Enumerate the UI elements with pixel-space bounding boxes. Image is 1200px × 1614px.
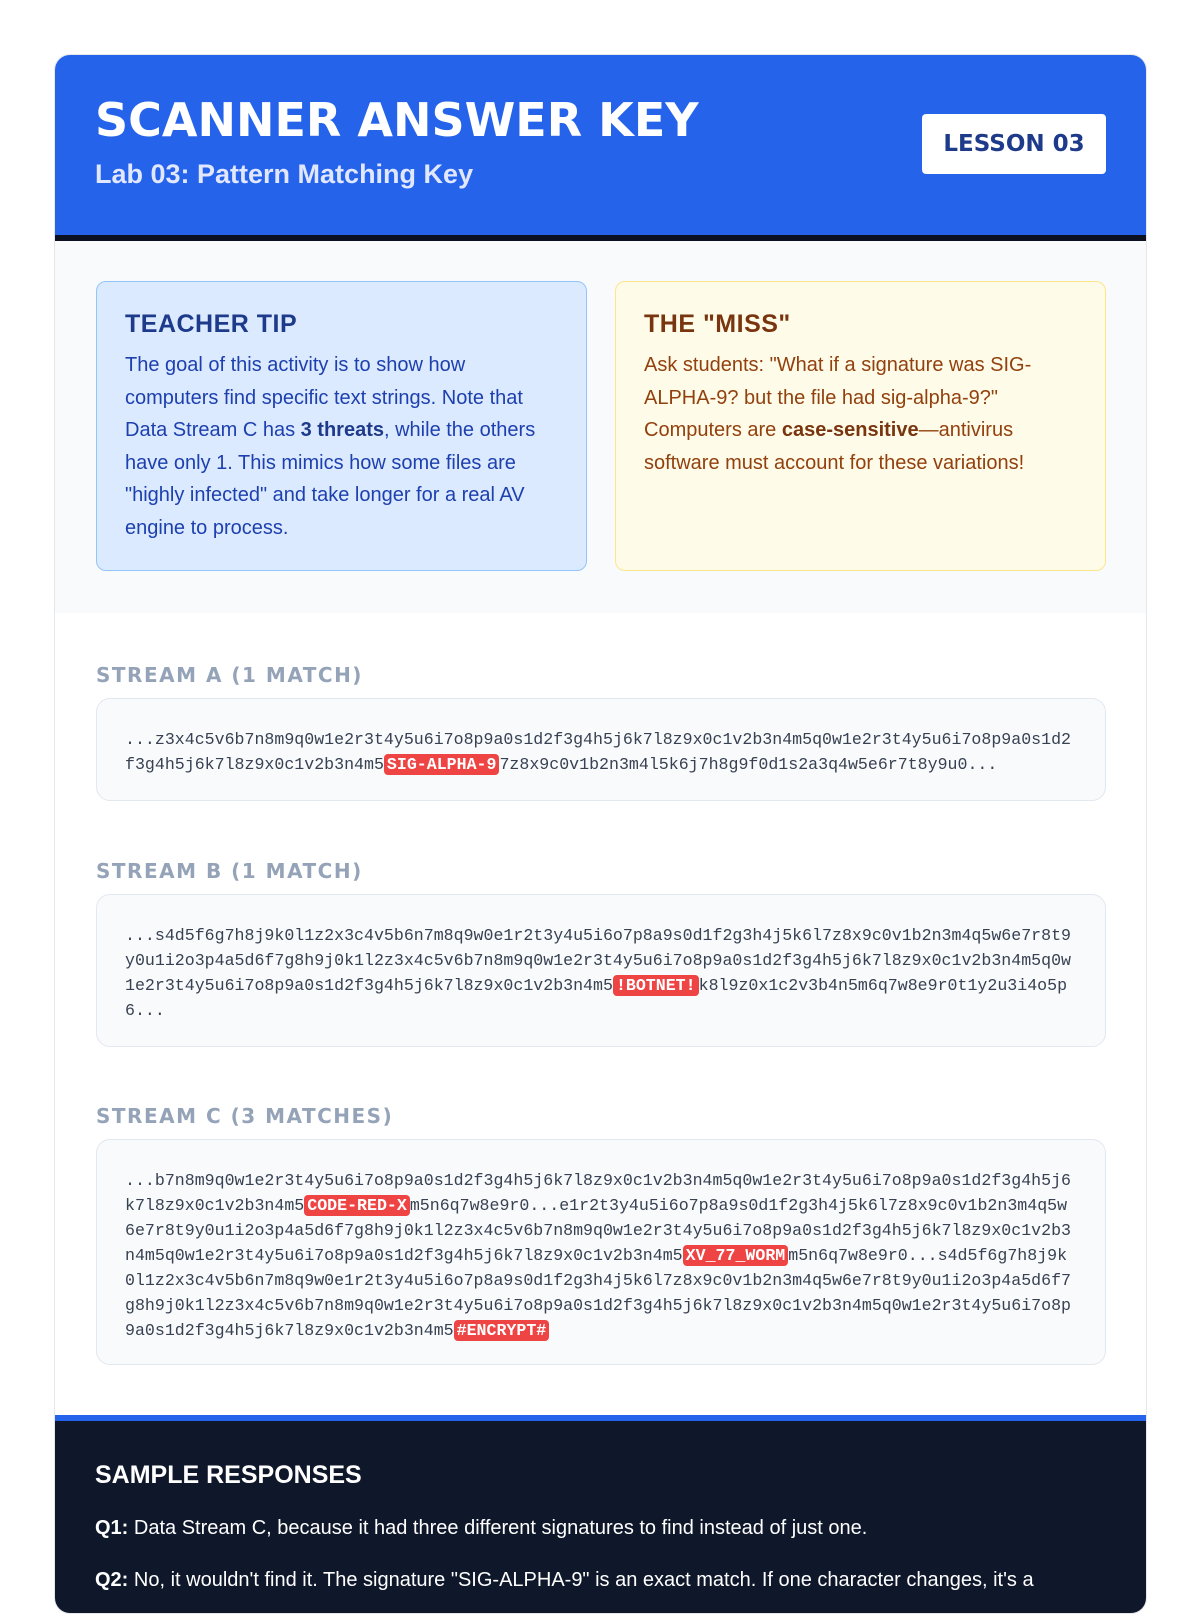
stream-c-label: STREAM C (3 MATCHES) bbox=[96, 1104, 394, 1128]
miss-tip-emphasis: case-sensitive bbox=[781, 419, 919, 441]
stream-data-text: ...s4d5f6g7h8j9k0l1z2x3c4v5b6n7m8q9w0e1r2t3y4u5i6o7p8a9s0d1f2g3h4j5k6l7z8x9c0v1b2n3m4q5w6e7r8t9y0u1i2o3p4a5d6f7g8h9j0k1l2z3x4c5v6b7n8m9q0w1e2r3t4y5u6i7o8p9a0s1d2f3g4h5j6k7l8z9x0c1v2b3n4m5q0w1e2r3t4y5u6i7o8p9a0s1d2f3g4h5j6k7l8z9x0c1v2b3n4m5 bbox=[125, 926, 1071, 995]
answer-key-card bbox=[54, 54, 1147, 1614]
stream-c-box bbox=[96, 1139, 1106, 1365]
signature-match-highlight: !BOTNET! bbox=[613, 975, 699, 996]
stream-data-text: m5n6q7w8e9r0...s4d5f6g7h8j9k0l1z2x3c4v5b6n7m8q9w0e1r2t3y4u5i6o7p8a9s0d1f2g3h4j5k6l7z8x9c0v1b2n3m4q5w6e7r8t9y0u1i2o3p4a5d6f7g8h9j0k1l2z3x4c5v6b7n8m9q0w1e2r3t4y5u6i7o8p9a0s1d2f3g4h5j6k7l8z9x0c1v2b3n4m5q0w1e2r3t4y5u6i7o8p9a0s1d2f3g4h5j6k7l8z9x0c1v2b3n4m5 bbox=[125, 1246, 1071, 1340]
teacher-tip-emphasis: 3 threats bbox=[300, 419, 384, 441]
answer-q2-label: Q2: bbox=[95, 1569, 129, 1591]
answer-q1 bbox=[95, 1514, 1106, 1542]
answer-q2-text: No, it wouldn't find it. The signature "SIG-ALPHA-9" is an exact match. If one character changes, it's a bbox=[128, 1569, 1034, 1591]
signature-match-highlight: #ENCRYPT# bbox=[454, 1320, 550, 1341]
stream-a-label: STREAM A (1 MATCH) bbox=[96, 663, 363, 687]
stream-a-box bbox=[96, 698, 1106, 801]
signature-match-highlight: XV_77_WORM bbox=[683, 1245, 789, 1266]
sample-responses-title: SAMPLE RESPONSES bbox=[95, 1461, 362, 1489]
stream-b-box bbox=[96, 894, 1106, 1047]
miss-tip-box bbox=[615, 281, 1106, 571]
stream-data-text: k8l9z0x1c2v3b4n5m6q7w8e9r0t1y2u3i4o5p6... bbox=[125, 976, 1068, 1020]
sample-responses-section bbox=[55, 1415, 1146, 1614]
streams-section bbox=[55, 613, 1146, 1413]
teacher-tip-text: The goal of this activity is to show how computers find specific text strings. Note that Data Stream C has bbox=[125, 354, 523, 441]
miss-tip-text-end: —antivirus software must account for these variations! bbox=[644, 419, 1025, 474]
stream-data-text: ...z3x4c5v6b7n8m9q0w1e2r3t4y5u6i7o8p9a0s1d2f3g4h5j6k7l8z9x0c1v2b3n4m5q0w1e2r3t4y5u6i7o8p9a0s1d2f3g4h5j6k7l8z9x0c1v2b3n4m5 bbox=[125, 730, 1071, 774]
lesson-badge: LESSON 03 bbox=[922, 114, 1106, 174]
tips-section bbox=[55, 241, 1146, 613]
stream-data-text: m5n6q7w8e9r0...e1r2t3y4u5i6o7p8a9s0d1f2g3h4j5k6l7z8x9c0v1b2n3m4q5w6e7r8t9y0u1i2o3p4a5d6f7g8h9j0k1l2z3x4c5v6b7n8m9q0w1e2r3t4y5u6i7o8p9a0s1d2f3g4h5j6k7l8z9x0c1v2b3n4m5q0w1e2r3t4y5u6i7o8p9a0s1d2f3g4h5j6k7l8z9x0c1v2b3n4m5 bbox=[125, 1196, 1071, 1265]
page-subtitle: Lab 03: Pattern Matching Key bbox=[95, 159, 474, 189]
answer-q1-text: Data Stream C, because it had three different signatures to find instead of just one. bbox=[128, 1517, 868, 1539]
miss-tip-body bbox=[644, 349, 1077, 479]
stream-b-label: STREAM B (1 MATCH) bbox=[96, 859, 363, 883]
page-title: SCANNER ANSWER KEY bbox=[95, 93, 699, 147]
answer-q1-label: Q1: bbox=[95, 1517, 129, 1539]
teacher-tip-text-end: , while the others have only 1. This mimics how some files are "highly infected" and take longer for a real AV engine to process. bbox=[125, 419, 536, 539]
stream-data-text: 7z8x9c0v1b2n3m4l5k6j7h8g9f0d1s2a3q4w5e6r7t8y9u0... bbox=[499, 755, 998, 774]
teacher-tip-title: TEACHER TIP bbox=[125, 310, 298, 338]
teacher-tip-box bbox=[96, 281, 587, 571]
signature-match-highlight: CODE-RED-X bbox=[304, 1195, 410, 1216]
header bbox=[55, 55, 1146, 241]
signature-match-highlight: SIG-ALPHA-9 bbox=[384, 754, 500, 775]
answer-q2 bbox=[95, 1566, 1106, 1594]
stream-data-text: ...b7n8m9q0w1e2r3t4y5u6i7o8p9a0s1d2f3g4h5j6k7l8z9x0c1v2b3n4m5q0w1e2r3t4y5u6i7o8p9a0s1d2f3g4h5j6k7l8z9x0c1v2b3n4m5 bbox=[125, 1171, 1071, 1215]
miss-tip-title: THE "MISS" bbox=[644, 310, 791, 338]
miss-tip-text: Ask students: "What if a signature was SIG-ALPHA-9? but the file had sig-alpha-9?" Computers are bbox=[644, 354, 1032, 441]
teacher-tip-body bbox=[125, 349, 558, 544]
